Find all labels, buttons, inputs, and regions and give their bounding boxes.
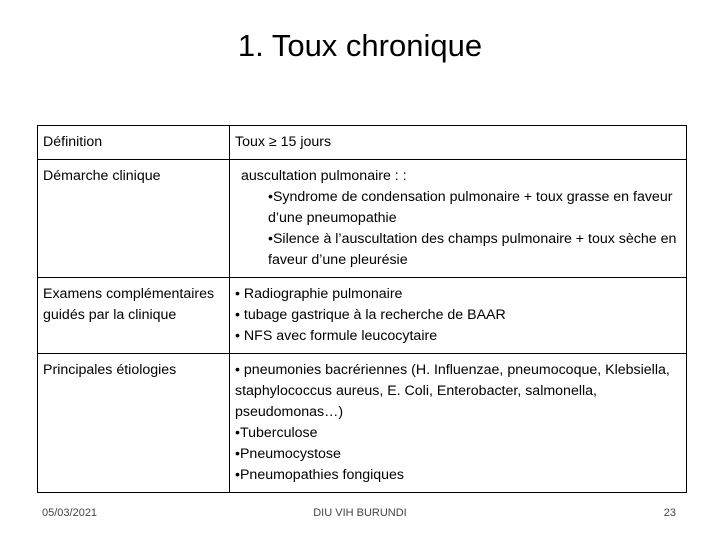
content-line: • NFS avec formule leucocytaire bbox=[235, 328, 438, 344]
content-line: • Radiographie pulmonaire bbox=[235, 286, 403, 302]
page-number: 23 bbox=[663, 507, 676, 519]
slide-title: 1. Toux chronique bbox=[237, 28, 483, 63]
row-label: Examens complémentaires guidés par la clinique bbox=[38, 278, 230, 354]
content-line: Toux ≥ 15 jours bbox=[235, 134, 332, 150]
content-line: •Pneumocystose bbox=[235, 446, 341, 462]
content-line: •Syndrome de condensation pulmonaire + toux grasse en faveur d’une pneumopathie bbox=[268, 189, 673, 226]
content-line: auscultation pulmonaire : : bbox=[241, 168, 407, 184]
info-table bbox=[37, 125, 687, 493]
content-line: •Silence à l’auscultation des champs pulmonaire + toux sèche en faveur d’une pleurésie bbox=[268, 231, 677, 268]
row-label: Principales étiologies bbox=[38, 354, 230, 493]
row-label: Démarche clinique bbox=[38, 160, 230, 278]
table-row-etiologies bbox=[38, 354, 687, 493]
footer-title: DIU VIH BURUNDI bbox=[313, 507, 407, 519]
row-content bbox=[230, 278, 687, 354]
content-line: •Tuberculose bbox=[235, 425, 318, 441]
row-content bbox=[230, 354, 687, 493]
table-row-demarche-clinique bbox=[38, 160, 687, 278]
row-label: Définition bbox=[38, 126, 230, 160]
footer-date: 05/03/2021 bbox=[42, 507, 98, 519]
content-line: • pneumonies bacrériennes (H. Influenzae, pneumocoque, Klebsiella, staphylococcus aureus, E. Coli, Enterobacter, salmonella, pseudomonas…) bbox=[235, 362, 670, 420]
table-row-examens bbox=[38, 278, 687, 354]
row-content bbox=[230, 160, 687, 278]
row-content bbox=[230, 126, 687, 160]
content-line: • tubage gastrique à la recherche de BAAR bbox=[235, 307, 506, 323]
table-row-definition bbox=[38, 126, 687, 160]
content-line: •Pneumopathies fongiques bbox=[235, 467, 405, 483]
